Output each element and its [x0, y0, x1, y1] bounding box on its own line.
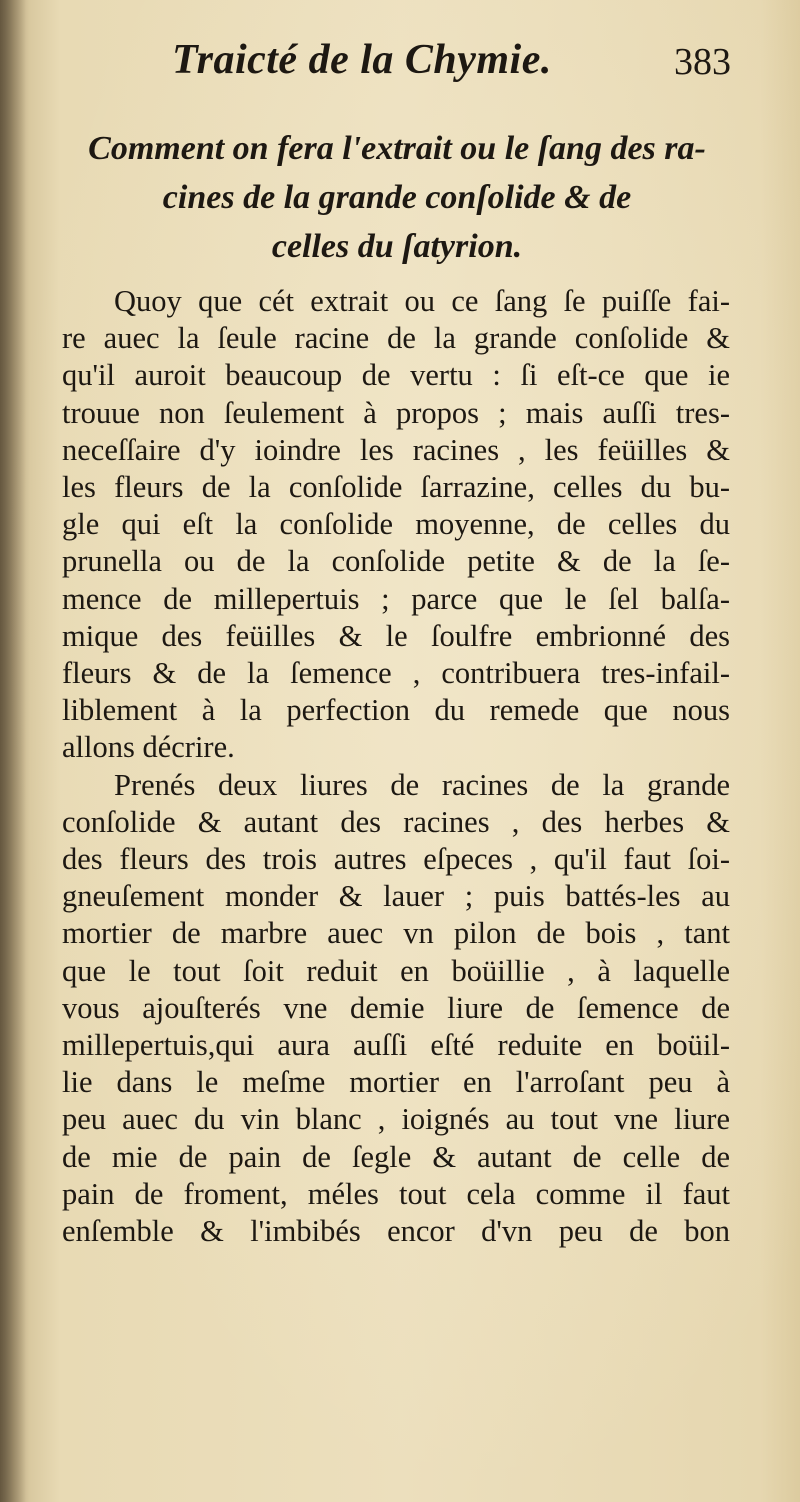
- text-line: que le tout ſoit reduit en boüillie , à laquelle: [62, 953, 730, 988]
- text-line: gle qui eſt la conſolide moyenne, de celles du: [62, 507, 730, 542]
- page-number: 383: [674, 41, 731, 83]
- page-header: [172, 36, 772, 96]
- heading-line: Comment on fera l'extrait ou le ſang des ra-: [88, 130, 706, 167]
- page-gutter-shadow: [0, 0, 26, 1502]
- text-line: neceſſaire d'y ioindre les racines , les feüilles &: [62, 432, 730, 467]
- text-line: vous ajouſterés vne demie liure de ſemence de: [62, 990, 730, 1025]
- heading-line: celles du ſatyrion.: [271, 228, 523, 265]
- text-line: Prenés deux liures de racines de la grande: [114, 767, 730, 802]
- text-line: conſolide & autant des racines , des herbes &: [62, 804, 730, 839]
- text-line: prunella ou de la conſolide petite & de la ſe-: [62, 544, 730, 579]
- section-heading: [52, 124, 742, 271]
- text-line: de mie de pain de ſegle & autant de celle de: [62, 1139, 730, 1174]
- text-line: les fleurs de la conſolide ſarrazine, celles du bu-: [62, 470, 730, 505]
- text-line: mence de millepertuis ; parce que le ſel balſa-: [62, 581, 730, 616]
- text-line: des fleurs des trois autres eſpeces , qu'il faut ſoi-: [62, 842, 730, 877]
- text-line: mortier de marbre auec vn pilon de bois , tant: [62, 916, 730, 951]
- heading-line: cines de la grande conſolide & de: [162, 179, 632, 216]
- text-line: Quoy que cét extrait ou ce ſang ſe puiſſe fai-: [114, 284, 730, 318]
- paragraph-2: [62, 767, 730, 1251]
- text-line: enſemble & l'imbibés encor d'vn peu de bon: [62, 1214, 730, 1249]
- paragraph-1: [62, 283, 730, 767]
- text-line: fleurs & de la ſemence , contribuera tres-infail-: [62, 656, 730, 691]
- text-line: trouue non ſeulement à propos ; mais auſſi tres-: [62, 395, 730, 430]
- text-line: lie dans le meſme mortier en l'arroſant peu à: [62, 1065, 730, 1100]
- text-line: millepertuis,qui aura auſſi eſté reduite en boüil-: [62, 1028, 730, 1063]
- text-line: pain de froment, méles tout cela comme il faut: [62, 1176, 730, 1211]
- text-line: qu'il auroit beaucoup de vertu : ſi eſt-ce que ie: [62, 358, 730, 393]
- text-line: gneuſement monder & lauer ; puis battés-les au: [62, 879, 730, 914]
- text-line: re auec la ſeule racine de la grande conſolide &: [62, 321, 730, 356]
- text-line: liblement à la perfection du remede que nous: [62, 693, 730, 728]
- text-line: peu auec du vin blanc , ioignés au tout vne liure: [62, 1102, 730, 1137]
- text-line: mique des feüilles & le ſoulfre embrionné des: [62, 618, 730, 653]
- body-text: [62, 283, 730, 1250]
- text-line: allons décrire.: [62, 730, 235, 765]
- running-title: Traicté de la Chymie.: [172, 37, 552, 83]
